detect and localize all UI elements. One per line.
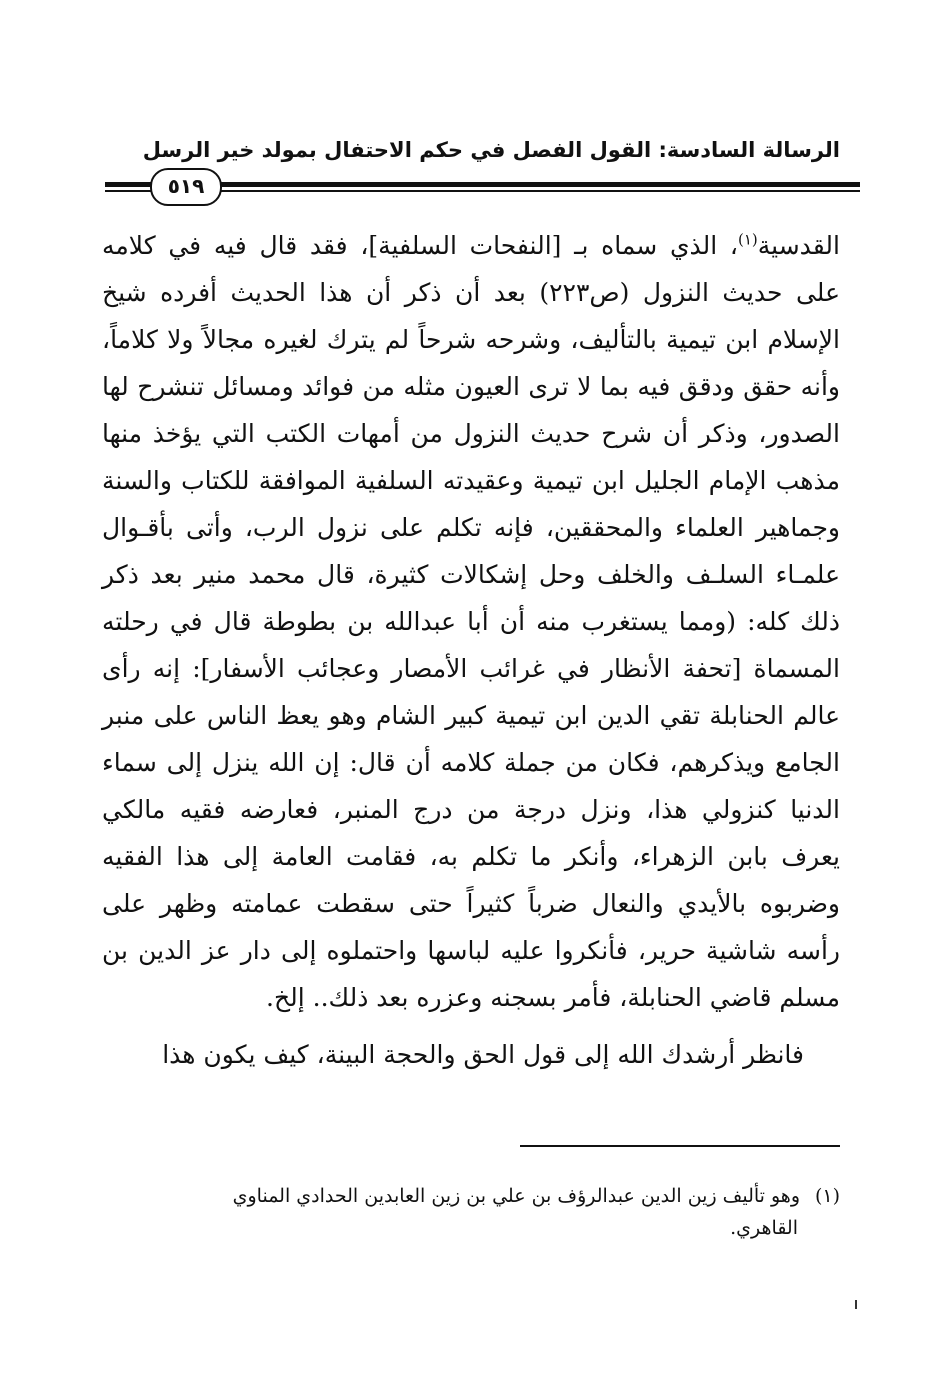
footnote-number: (١) bbox=[814, 1185, 840, 1207]
running-header-title: الرسالة السادسة: القول الفصل في حكم الاحتفال بمولد خير الرسل bbox=[142, 138, 840, 162]
page-number-badge: ٥١٩ bbox=[150, 168, 222, 206]
footnote-reference: (١) bbox=[737, 230, 758, 249]
paragraph-1 bbox=[102, 222, 840, 1021]
footnote-separator bbox=[520, 1145, 840, 1147]
scan-mark bbox=[855, 1300, 857, 1309]
footnote-line-2: القاهري. bbox=[730, 1217, 798, 1239]
footnote-line-1: وهو تأليف زين الدين عبدالرؤف بن علي بن زين العابدين الحدادي المناوي bbox=[232, 1185, 800, 1207]
paragraph-2: فانظر أرشدك الله إلى قول الحق والحجة البينة، كيف يكون هذا bbox=[162, 1040, 804, 1069]
paragraph-1-start: القدسية bbox=[757, 231, 840, 260]
paragraph-1-rest: ، الذي سماه بـ [النفحات السلفية]، فقد قال فيه في كلامه على حديث النزول (ص٢٢٣) بعد أن ذكر أن هذا الحديث أفرده شيخ الإسلام ابن تيمية بالتأليف، وشرحه شرحاً لم يترك لغيره مجالاً ولا كلاماً، وأنه حقق ودقق فيه بما لا ترى العيون مثله من فوائد ومسائل تنشرح لها الصدور، وذكر أن شرح حديث النزول من أمهات الكتب التي يؤخذ منها مذهب الإمام الجليل ابن تيمية وعقيدته السلفية الموافقة للكتاب والسنة وجماهير العلماء والمحققين، فإنه تكلم على نزول الرب، وأتى بأقـوال علمـاء السلـف والخلف وحل إشكالات كثيرة، قال محمد منير بعد ذكر ذلك كله: (ومما يستغرب منه أن أبا عبدالله بن بطوطة قال في رحلته المسماة [تحفة الأنظار في غرائب الأمصار وعجائب الأسفار]: إنه رأى عالم الحنابلة تقي الدين ابن تيمية كبير الشام وهو يعظ الناس على منبر الجامع ويذكرهم، فكان من جملة كلامه أن قال: إن الله ينزل إلى سماء الدنيا كنزولي هذا، ونزل درجة من درج المنبر، فعارضه فقيه مالكي يعرف بابن الزهراء، وأنكر ما تكلم به، فقامت العامة إلى هذا الفقيه وضربوه بالأيدي والنعال ضرباً كثيراً حتى سقطت عمامته وظهر على رأسه شاشية حرير، فأنكروا عليه لباسها واحتملوه إلى دار عز الدين بن مسلم قاضي الحنابلة، فأمر بسجنه وعزره بعد ذلك.. إلخ. bbox=[102, 231, 840, 1012]
main-text bbox=[102, 222, 840, 1078]
footnote bbox=[102, 1180, 840, 1244]
